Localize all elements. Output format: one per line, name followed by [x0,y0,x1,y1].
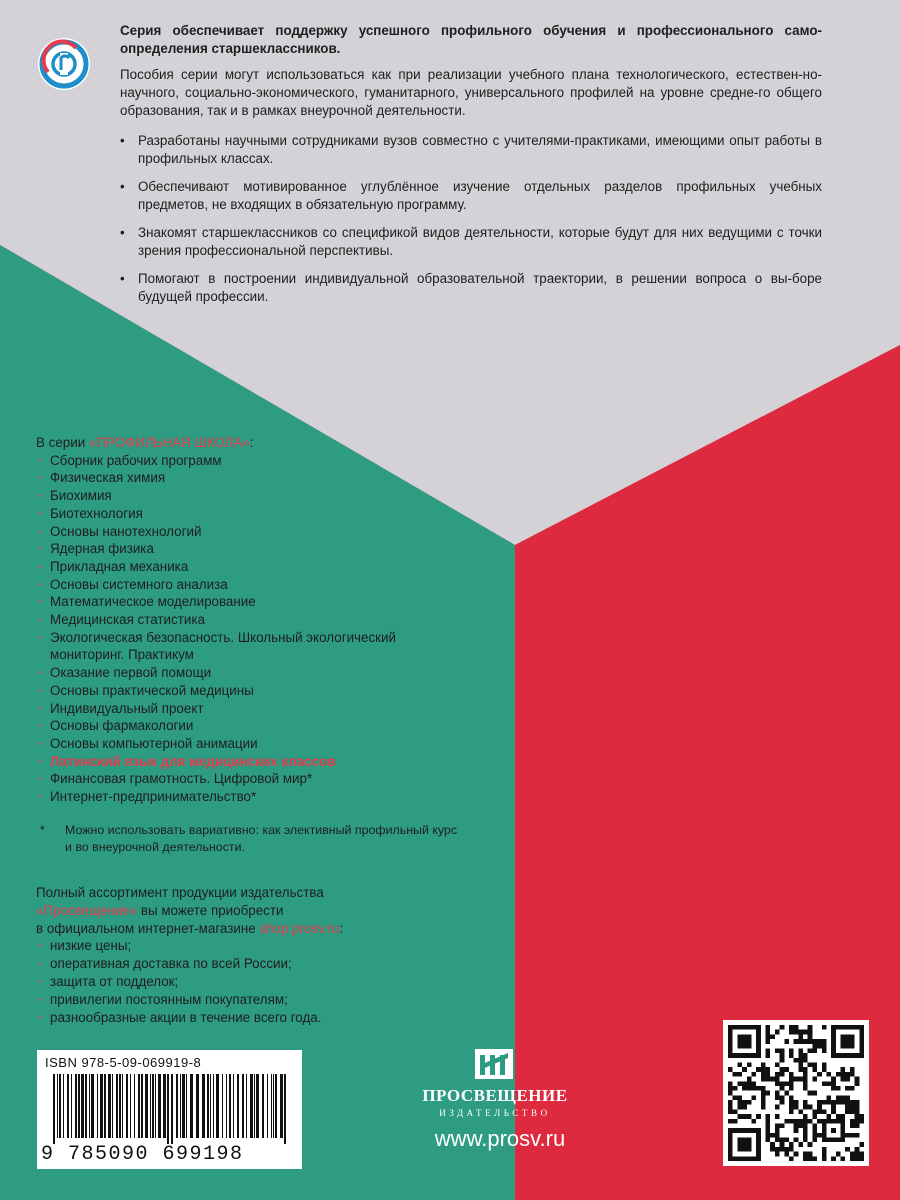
ean-digits: 9 785090 699198 [41,1143,244,1166]
isbn-barcode-box [37,1050,302,1169]
intro-bullet: • Обеспечивают мотивированное углублённое изучение отдельных разделов профильных учебных предметов, не входящих в обязательную программу. [120,178,822,214]
shop-line-1: Полный ассортимент продукции издательства [36,885,324,900]
series-item: · Оказание первой помощи [36,664,466,682]
series-item: · Ядерная физика [36,540,466,558]
qr-code-box [723,1020,869,1166]
series-description [120,22,822,316]
series-heading [36,434,466,452]
series-item-highlighted: · Латинский язык для медицинских классов [36,753,466,771]
series-item: · Математическое моделирование [36,593,466,611]
publisher-subtitle: ИЗДАТЕЛЬСТВО [439,1108,551,1118]
series-item: · Медицинская статистика [36,611,466,629]
publisher-logo-icon [463,1047,525,1081]
shop-bullet: · защита от подделок; [36,973,476,991]
footnote [36,822,466,856]
shop-bullet: · привилегии постоянным покупателям; [36,991,476,1009]
shop-line-2 [36,902,476,920]
series-item: · Физическая химия [36,469,466,487]
intro-bullet: • Разработаны научными сотрудниками вузов совместно с учителями-практиками, имеющими опыт работы в профильных классах. [120,132,822,168]
series-item: · Биохимия [36,487,466,505]
shop-bullets [36,937,476,1026]
series-item: · Сборник рабочих программ [36,452,466,470]
shop-bullet: · оперативная доставка по всей России; [36,955,476,973]
series-item: · Основы нанотехнологий [36,523,466,541]
intro-bullet: • Помогают в построении индивидуальной образовательной траектории, в решении вопроса о вы-боре будущей профессии. [120,270,822,306]
series-item: · Интернет-предпринимательство* [36,788,466,806]
series-heading-suffix: : [249,435,254,450]
intro-bullet: • Знакомят старшеклассников со спецификой видов деятельности, которые будут для них ведущими с точки зрения профессиональной перспективы. [120,224,822,260]
shop-block [36,884,476,1026]
intro-paragraph: Пособия серии могут использоваться как при реализации учебного плана технологического, естествен-но-научного, социально-экономического, гуманитарного, универсального профилей на уровне средне-го общего образования, так и в рамках внеурочной деятельности. [120,67,822,118]
series-list [36,452,466,806]
series-name: «ПРОФИЛЬНАЯ ШКОЛА» [88,435,250,450]
series-list-block [36,434,466,806]
footnote-mark: * [40,823,45,837]
series-item: · Прикладная механика [36,558,466,576]
shop-bullet: · разнообразные акции в течение всего года. [36,1009,476,1027]
series-item: · Основы практической медицины [36,682,466,700]
intro-lead: Серия обеспечивает поддержку успешного профильного обучения и профессионального само-определения старшеклассников. [120,23,822,56]
series-logo-icon [36,36,92,92]
shop-line-3-text: в официальном интернет-магазине [36,920,260,936]
isbn-label: ISBN 978-5-09-069919-8 [45,1055,202,1070]
shop-bullet: · низкие цены; [36,937,476,955]
series-item: · Основы компьютерной анимации [36,735,466,753]
series-item: · Основы фармакологии [36,717,466,735]
shop-brand: «Просвещение» [36,902,138,918]
series-item: · Индивидуальный проект [36,700,466,718]
publisher-url[interactable]: www.prosv.ru [434,1126,566,1151]
shop-line-3 [36,920,476,938]
shop-colon: : [339,920,344,936]
footnote-text: Можно использовать вариативно: как элективный профильный курс и во внеурочной деятельности. [65,823,458,854]
series-item: · Основы системного анализа [36,576,466,594]
publisher-name: ПРОСВЕЩЕНИЕ [422,1086,568,1105]
series-item: · Финансовая грамотность. Цифровой мир* [36,770,466,788]
barcode-icon [45,1074,294,1144]
series-item: · Экологическая безопасность. Школьный экологический мониторинг. Практикум [36,629,430,664]
series-item: · Биотехнология [36,505,466,523]
qr-code-icon [728,1025,864,1161]
series-heading-prefix: В серии [36,435,89,450]
shop-site-link[interactable]: shop.prosv.ru [259,920,340,936]
intro-bullets [120,132,822,306]
shop-line-2-rest: вы можете приобрести [137,902,284,918]
